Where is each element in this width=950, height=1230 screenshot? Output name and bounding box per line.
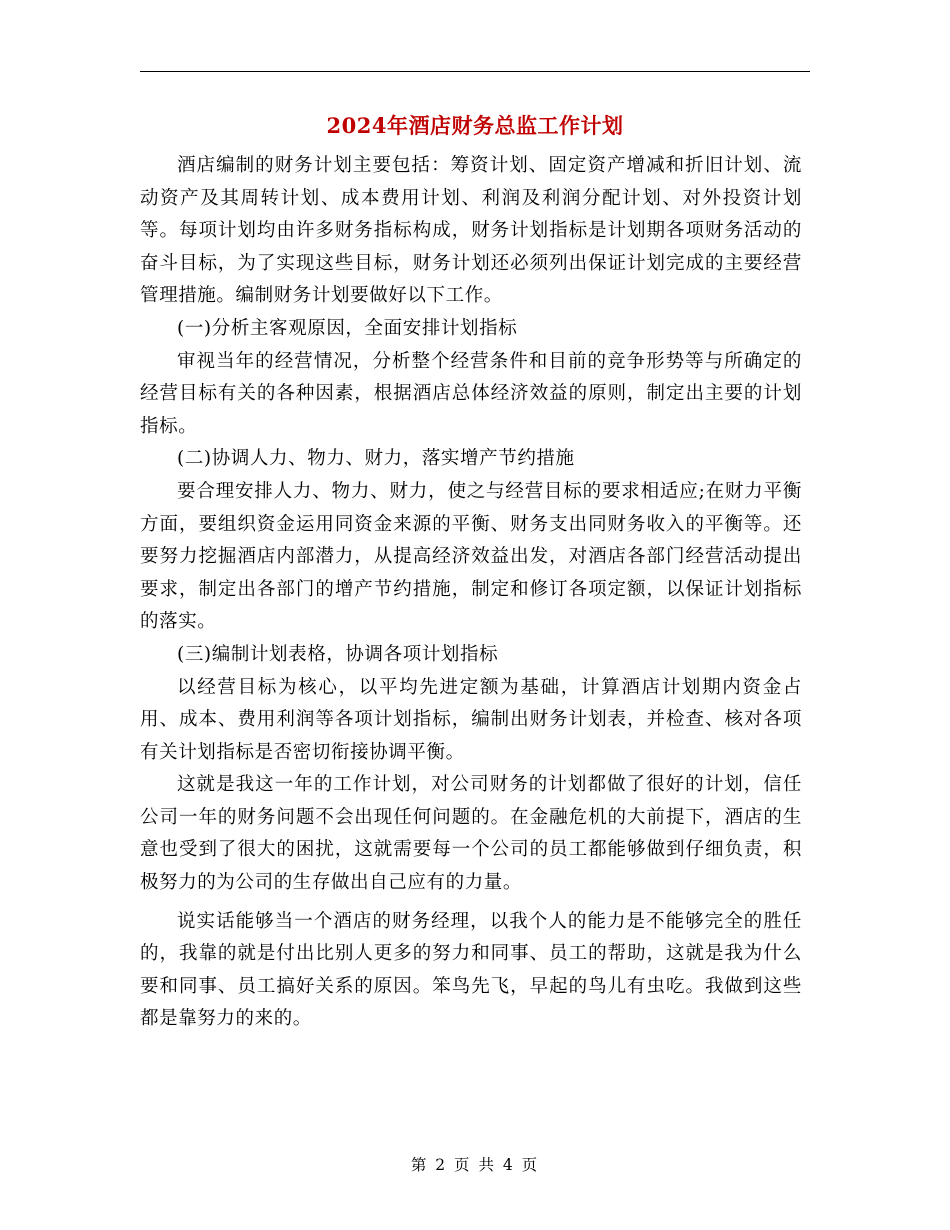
section-heading-3: (三)编制计划表格，协调各项计划指标 (177, 643, 499, 665)
paragraph-intro: 酒店编制的财务计划主要包括：筹资计划、固定资产增减和折旧计划、流动资产及其周转计划、成本费用计划、利润及利润分配计划、对外投资计划等。每项计划均由许多财务指标构成，财务计划指标是计划期各项财务活动的奋斗目标，为了实现这些目标，财务计划还必须列出保证计划完成的主要经营管理措施。编制财务计划要做好以下工作。 (140, 155, 802, 307)
paragraph-section-3: 以经营目标为核心，以平均先进定额为基础，计算酒店计划期内资金占用、成本、费用利润等各项计划指标，编制出财务计划表，并检查、核对各项有关计划指标是否密切衔接协调平衡。 (140, 676, 802, 763)
section-heading-1: (一)分析主客观原因，全面安排计划指标 (177, 317, 518, 339)
document-body (140, 150, 802, 1036)
paragraph-closing: 说实话能够当一个酒店的财务经理，以我个人的能力是不能够完全的胜任的，我靠的就是付出比别人更多的努力和同事、员工的帮助，这就是我为什么要和同事、员工搞好关系的原因。笨鸟先飞，早起的鸟儿有虫吃。我做到这些都是靠努力的来的。 (140, 910, 802, 1030)
page-number: 第 2 页 共 4 页 (410, 1156, 540, 1174)
header-rule (140, 71, 810, 72)
paragraph-section-2: 要合理安排人力、物力、财力，使之与经营目标的要求相适应;在财力平衡方面，要组织资金运用同资金来源的平衡、财务支出同财务收入的平衡等。还要努力挖掘酒店内部潜力，从提高经济效益出发，对酒店各部门经营活动提出要求，制定出各部门的增产节约措施，制定和修订各项定额，以保证计划指标的落实。 (140, 480, 802, 633)
document-title: 2024年酒店财务总监工作计划 (326, 113, 624, 138)
section-heading-2: (二)协调人力、物力、财力，落实增产节约措施 (177, 448, 575, 470)
paragraph-section-1: 审视当年的经营情况，分析整个经营条件和目前的竞争形势等与所确定的经营目标有关的各种因素，根据酒店总体经济效益的原则，制定出主要的计划指标。 (140, 350, 802, 437)
paragraph-summary: 这就是我这一年的工作计划，对公司财务的计划都做了很好的计划，信任公司一年的财务问题不会出现任何问题的。在金融危机的大前提下，酒店的生意也受到了很大的困扰，这就需要每一个公司的员工都能够做到仔细负责，积极努力的为公司的生存做出自己应有的力量。 (140, 774, 802, 894)
